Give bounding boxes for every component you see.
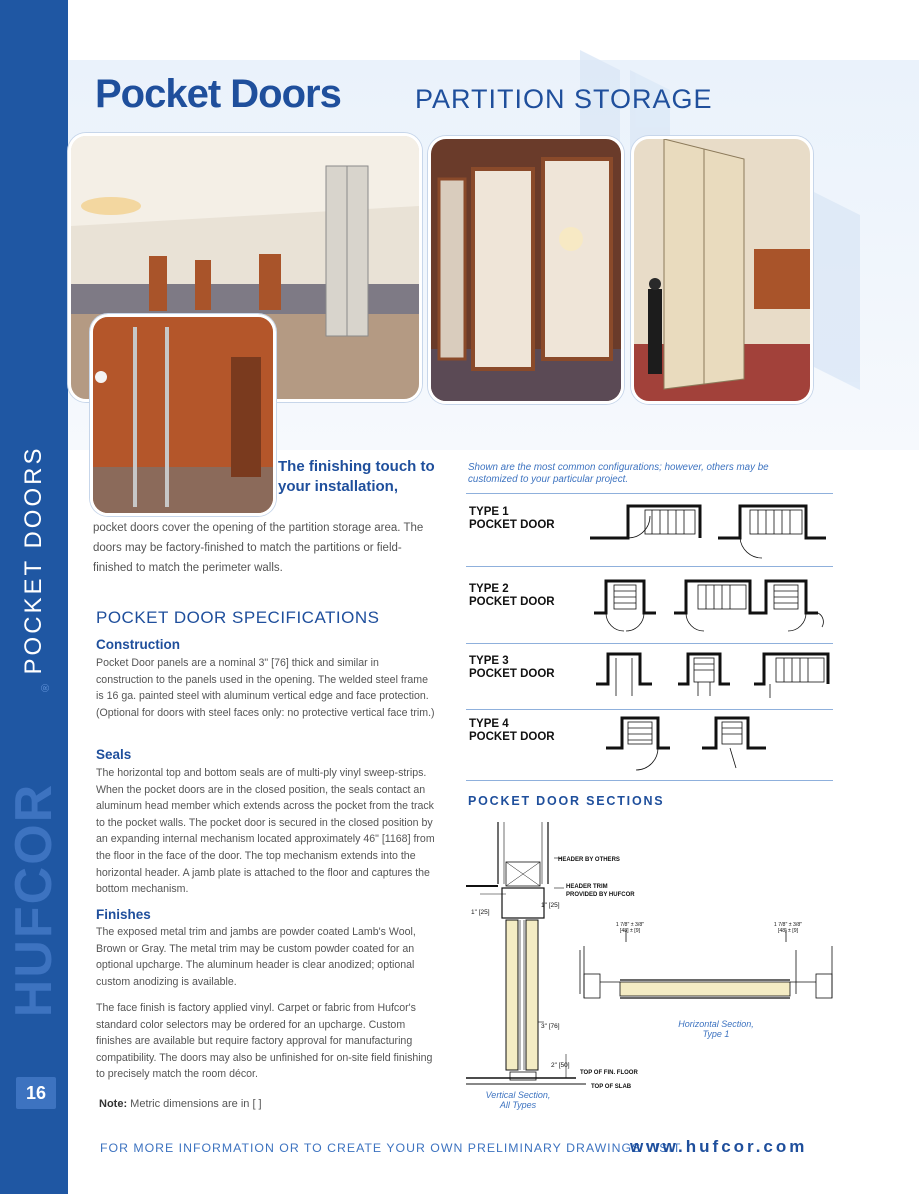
divider	[466, 709, 833, 710]
finishes-text: The exposed metal trim and jambs are powder coated Lamb's Wool, Brown or Gray. The metal trim may be custom powder coated for an optional upcharge. The aluminum header is clear anodized; optional custom anodizing is available.	[96, 926, 416, 988]
finishes-text-2: The face finish is factory applied vinyl. Carpet or fabric from Hufcor's standard color selectors may be ordered for an upcharge. Custom finishes are available but require factory approval for manufacturing compatibility. The doors may also be unfinished for on-site field finishing to precisely match the room décor.	[96, 1002, 433, 1081]
specifications-heading: POCKET DOOR SPECIFICATIONS	[96, 608, 380, 627]
sections-heading: POCKET DOOR SECTIONS	[468, 794, 665, 808]
construction-heading: Construction	[96, 637, 180, 652]
dim-line: [48] ± [9]	[777, 928, 799, 934]
top-slab-label: TOP OF SLAB	[591, 1084, 632, 1090]
configurations-caption: Shown are the most common configurations; however, others may be customized to your particular project.	[468, 462, 769, 485]
divider	[466, 780, 833, 781]
construction-text: Pocket Door panels are a nominal 3" [76] thick and similar in construction to the panels used in the opening. The welded steel frame is 16 ga. painted steel with aluminum vertical edge and face protection. (Optional for doors with steel faces only: no protective vertical face trim.)	[96, 657, 435, 719]
wood-doors-photo	[90, 314, 276, 516]
type-label-line: TYPE 4	[469, 718, 509, 730]
provided-by-label: PROVIDED BY HUFCOR	[566, 892, 635, 898]
caption-line: All Types	[499, 1100, 537, 1110]
dim-line: [48] ± [9]	[619, 928, 641, 934]
dim-3in: 3" [76]	[541, 1023, 560, 1030]
type-label-line: POCKET DOOR	[469, 596, 555, 608]
type-label-line: TYPE 3	[469, 655, 509, 667]
header-trim-label: HEADER TRIM	[566, 884, 608, 890]
horizontal-section-caption	[666, 1019, 766, 1039]
seals-text: The horizontal top and bottom seals are of multi-ply vinyl sweep-strips. When the pocket doors are in the closed position, the seals contact an aluminum head member which extends across the pocket from the track to the pocket walls. The pocket door is secured in the closed position by an expanding internal mechanism located approximately 46" [1168] from the floor in the face of the door. The top mechanism extends into the horizontal header. A jamb plate is attached to the floor and captures the bottom mechanism.	[96, 767, 435, 896]
caption-line: Vertical Section,	[485, 1090, 551, 1100]
header-by-others-label: HEADER BY OTHERS	[558, 857, 620, 863]
finishes-heading: Finishes	[96, 907, 151, 922]
dim-line: 1 7/8" ± 3/8"	[615, 922, 645, 928]
note-label: Note:	[99, 1098, 128, 1110]
type-4-diagram	[590, 712, 830, 774]
type-1-label	[469, 506, 555, 532]
page-subtitle: PARTITION STORAGE	[415, 84, 713, 114]
type-label-line: TYPE 1	[469, 506, 509, 518]
type-3-diagram	[590, 648, 830, 704]
sidebar-text	[0, 0, 68, 1194]
man-closing-door-photo	[631, 136, 813, 404]
hufcor-logo: HUFCOR	[5, 782, 63, 1018]
vertical-section-caption	[476, 1090, 560, 1110]
metric-note	[99, 1098, 262, 1110]
seals-heading: Seals	[96, 747, 132, 762]
page-number: 16	[16, 1077, 56, 1109]
divider	[466, 493, 833, 494]
footer-text: FOR MORE INFORMATION OR TO CREATE YOUR OWN PRELIMINARY DRAWINGS VISIT	[100, 1141, 682, 1155]
caption-line: Type 1	[702, 1029, 730, 1039]
divider	[466, 643, 833, 644]
intro-text: pocket doors cover the opening of the partition storage area. The doors may be factory-finished to match the partitions or field-finished to match the perimeter walls.	[93, 522, 424, 574]
type-label-line: TYPE 2	[469, 583, 509, 595]
type-label-line: POCKET DOOR	[469, 519, 555, 531]
type-label-line: POCKET DOOR	[469, 731, 555, 743]
footer	[68, 1124, 919, 1194]
type-3-label	[469, 655, 555, 681]
top-fin-floor-label: TOP OF FIN. FLOOR	[580, 1070, 638, 1076]
type-1-diagram	[590, 500, 830, 560]
horizontal-dim-right	[772, 922, 804, 934]
type-2-diagram	[590, 575, 830, 635]
dim-2in: 2" [50]	[551, 1062, 570, 1069]
dim-line: 1 7/8" ± 3/8"	[773, 922, 803, 928]
dim-1in-a: 1" [25]	[541, 902, 560, 909]
lattice-doors-photo	[428, 136, 624, 404]
type-label-line: POCKET DOOR	[469, 668, 555, 680]
vertical-section-drawing	[466, 822, 846, 1122]
caption-line: Horizontal Section,	[678, 1019, 754, 1029]
website-link[interactable]: www.hufcor.com	[630, 1137, 808, 1156]
dim-1in-b: 1" [25]	[471, 909, 490, 916]
intro-lead: The finishing touch to your installation,	[278, 458, 435, 495]
registered-mark: ®	[40, 683, 53, 693]
type-4-label	[469, 718, 555, 744]
horizontal-dim-left	[614, 922, 646, 934]
sidebar-section-label: POCKET DOORS	[20, 445, 47, 675]
page-title: Pocket Doors	[95, 72, 341, 116]
note-text: Metric dimensions are in [ ]	[130, 1098, 262, 1110]
divider	[466, 566, 833, 567]
type-2-label	[469, 583, 555, 609]
